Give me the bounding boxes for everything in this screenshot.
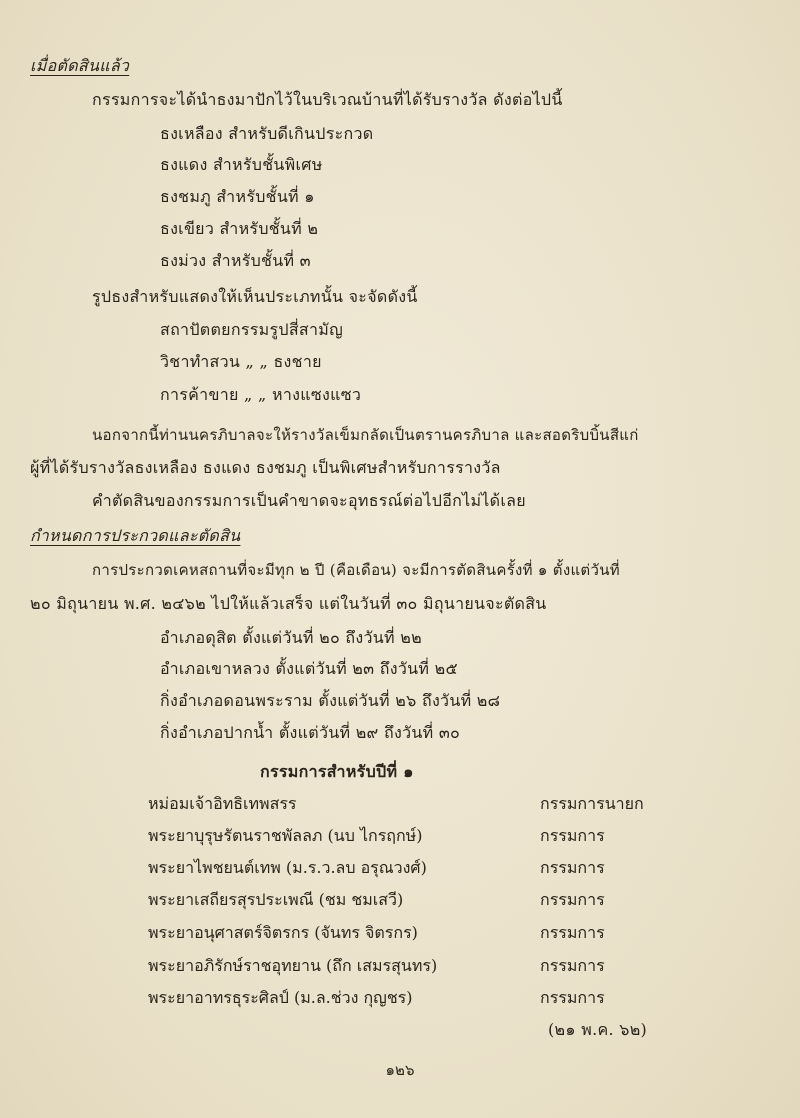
schedule-item: อำเภอดุสิต ตั้งแต่วันที่ ๒๐ ถึงวันที่ ๒๒ xyxy=(160,628,422,647)
member-role: กรรมการนายก xyxy=(540,794,644,813)
committee-row xyxy=(148,988,748,1008)
symbol-item: การค้าขาย „ „ หางแซงแซว xyxy=(160,385,362,404)
schedule-item: กิ่งอำเภอปากน้ำ ตั้งแต่วันที่ ๒๙ ถึงวันที่ ๓๐ xyxy=(160,723,461,742)
member-name: พระยาเสถียรสุรประเพณี (ชม ชมเสวี) xyxy=(148,890,404,909)
committee-row xyxy=(148,890,748,910)
symbols-intro: รูปธงสำหรับแสดงให้เห็นประเภทนั้น จะจัดดังนี้ xyxy=(92,287,418,306)
member-name: หม่อมเจ้าอิทธิเทพสรร xyxy=(148,794,297,813)
member-role: กรรมการ xyxy=(540,858,605,877)
committee-row xyxy=(148,826,748,846)
section-heading-schedule: กำหนดการประกวดและตัดสิน xyxy=(30,526,241,545)
page-number: ๑๒๖ xyxy=(385,1061,415,1079)
committee-row xyxy=(148,794,748,814)
paragraph-text: นอกจากนี้ท่านนครภิบาลจะให้รางวัลเข็มกลัดเป็นตรานครภิบาล และสอดริบบิ้นสีแก่ xyxy=(92,426,639,444)
flag-item: ธงม่วง สำหรับชั้นที่ ๓ xyxy=(160,251,311,270)
member-name: พระยาไพชยนต์เทพ (ม.ร.ว.ลบ อรุณวงศ์) xyxy=(148,858,427,877)
schedule-item: กิ่งอำเภอดอนพระราม ตั้งแต่วันที่ ๒๖ ถึงวันที่ ๒๘ xyxy=(160,691,501,710)
flag-item: ธงแดง สำหรับชั้นพิเศษ xyxy=(160,155,323,174)
member-name: พระยาอภิรักษ์ราชอุทยาน (ถึก เสมรสุนทร) xyxy=(148,956,438,975)
paragraph-text: คำตัดสินของกรรมการเป็นคำขาดจะอุทธรณ์ต่อไปอีกไม่ได้เลย xyxy=(92,491,526,510)
paragraph-text: ๒๐ มิถุนายน พ.ศ. ๒๔๖๒ ไปให้แล้วเสร็จ แต่ในวันที่ ๓๐ มิถุนายนจะตัดสิน xyxy=(30,594,547,613)
symbol-item: สถาปัตตยกรรมรูปสี่สามัญ xyxy=(160,320,344,339)
member-name: พระยาบุรุษรัตนราชพัลลภ (นบ ไกรฤกษ์) xyxy=(148,826,423,845)
committee-row xyxy=(148,923,748,943)
flag-item: ธงเหลือง สำหรับดีเกินประกวด xyxy=(160,124,374,143)
committee-title: กรรมการสำหรับปีที่ ๑ xyxy=(260,762,414,781)
paragraph-text: ผู้ที่ได้รับรางวัลธงเหลือง ธงแดง ธงชมภู เป็นพิเศษสำหรับการรางวัล xyxy=(30,458,501,477)
member-role: กรรมการ xyxy=(540,890,605,909)
flag-item: ธงชมภู สำหรับชั้นที่ ๑ xyxy=(160,187,315,206)
member-name: พระยาอาทรธุระศิลป์ (ม.ล.ช่วง กุญชร) xyxy=(148,988,413,1007)
member-role: กรรมการ xyxy=(540,988,605,1007)
section-heading-after-judging: เมื่อตัดสินแล้ว xyxy=(30,56,130,75)
document-date: (๒๑ พ.ค. ๖๒) xyxy=(548,1020,648,1039)
symbol-item: วิชาทำสวน „ „ ธงชาย xyxy=(160,352,322,371)
member-role: กรรมการ xyxy=(540,956,605,975)
committee-row xyxy=(148,956,748,976)
member-role: กรรมการ xyxy=(540,923,605,942)
flag-item: ธงเขียว สำหรับชั้นที่ ๒ xyxy=(160,219,319,238)
committee-row xyxy=(148,858,748,878)
schedule-item: อำเภอเขาหลวง ตั้งแต่วันที่ ๒๓ ถึงวันที่ ๒๕ xyxy=(160,659,458,678)
member-name: พระยาอนุศาสตร์จิตรกร (จันทร จิตรกร) xyxy=(148,923,418,942)
intro-paragraph: กรรมการจะได้นำธงมาปักไว้ในบริเวณบ้านที่ได้รับรางวัล ดังต่อไปนี้ xyxy=(92,90,563,109)
member-role: กรรมการ xyxy=(540,826,605,845)
paragraph-text: การประกวดเคหสถานที่จะมีทุก ๒ ปี (คือเดือน) จะมีการตัดสินครั้งที่ ๑ ตั้งแต่วันที่ xyxy=(92,561,620,579)
